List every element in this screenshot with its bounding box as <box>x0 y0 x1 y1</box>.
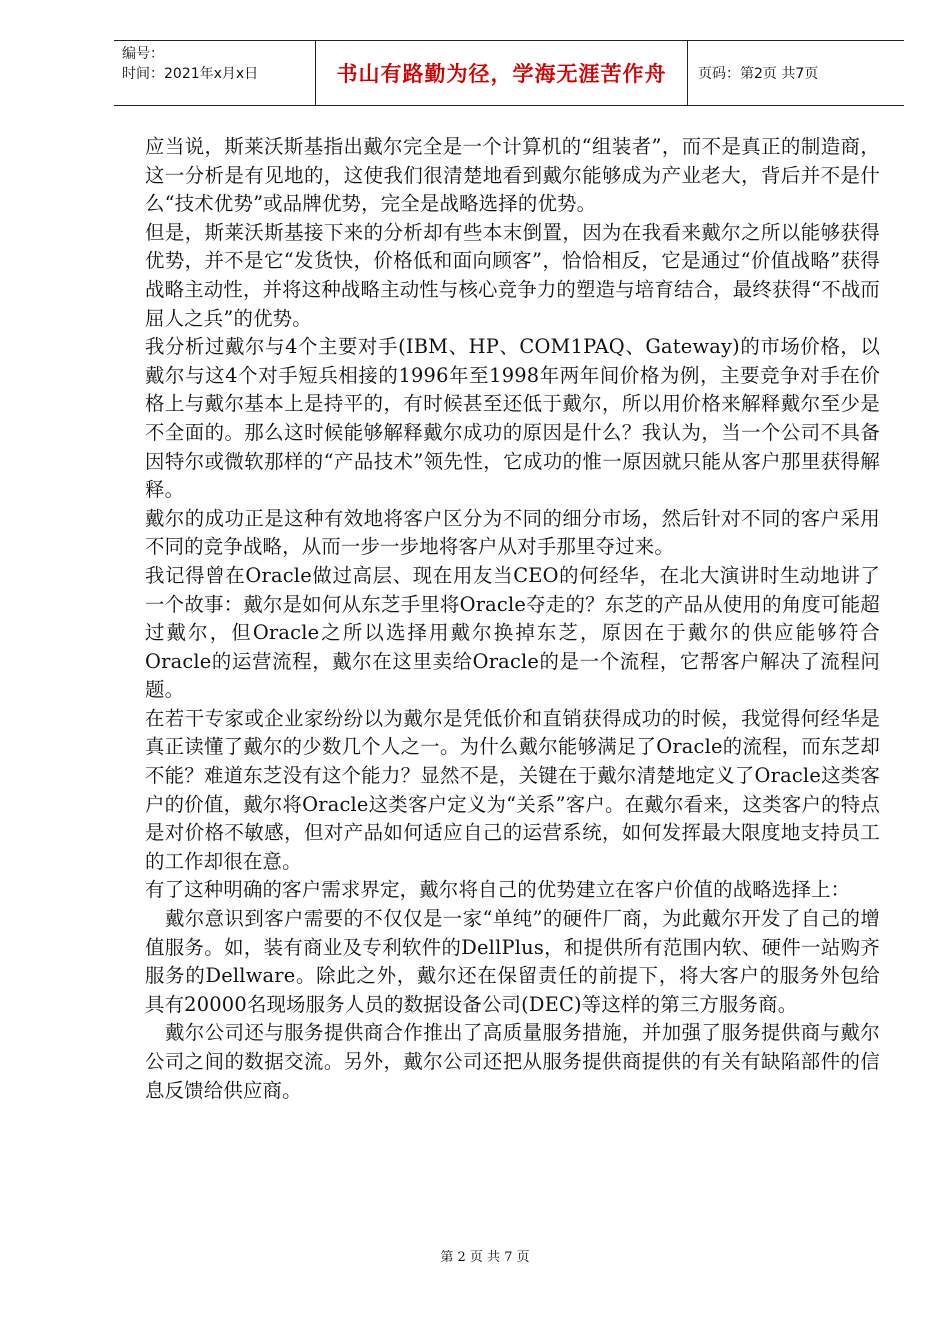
paragraph-3: 我分析过戴尔与4个主要对手(IBM、HP、COM1PAQ、Gateway)的市场价格，以戴尔与这4个对手短兵相接的1996年至1998年两年间价格为例，主要竞争对手在价格上与戴尔基本上是持平的，有时候甚至还低于戴尔，所以用价格来解释戴尔至少是不全面的。那么这时候能够解释戴尔成功的原因是什么？我认为，当一个公司不具备因特尔或微软那样的“产品技术”领先性，它成功的惟一原因就只能从客户那里获得解释。 <box>145 335 880 502</box>
header-meta <box>114 41 316 105</box>
paragraph-6: 在若干专家或企业家纷纷以为戴尔是凭低价和直销获得成功的时候，我觉得何经华是真正读懂了戴尔的少数几个人之一。为什么戴尔能够满足了Oracle的流程，而东芝却不能？难道东芝没有这个能力？显然不是，关键在于戴尔清楚地定义了Oracle这类客户的价值，戴尔将Oracle这类客户定义为“关系”客户。在戴尔看来，这类客户的特点是对价格不敏感，但对产品如何适应自己的运营系统，如何发挥最大限度地支持员工的工作却很在意。 <box>145 706 880 873</box>
paragraph-8: 戴尔意识到客户需要的不仅仅是一家“单纯”的硬件厂商，为此戴尔开发了自己的增值服务。如，装有商业及专利软件的DellPlus，和提供所有范围内软、硬件一站购齐服务的Dellware。除此之外，戴尔还在保留责任的前提下，将大客户的服务外包给具有20000名现场服务人员的数据设备公司(DEC)等这样的第三方服务商。 <box>145 907 880 1016</box>
paragraph-5: 我记得曾在Oracle做过高层、现在用友当CEO的何经华，在北大演讲时生动地讲了一个故事：戴尔是如何从东芝手里将Oracle夺走的？东芝的产品从使用的角度可能超过戴尔，但Oracle之所以选择用戴尔换掉东芝，原因在于戴尔的供应能够符合Oracle的运营流程，戴尔在这里卖给Oracle的是一个流程，它帮客户解决了流程问题。 <box>145 563 880 702</box>
header-time-label: 时间：2021年x月x日 <box>122 66 259 82</box>
paragraph-2: 但是，斯莱沃斯基接下来的分析却有些本末倒置，因为在我看来戴尔之所以能够获得优势，并不是它“发货快，价格低和面向顾客”，恰恰相反，它是通过“价值战略”获得战略主动性，并将这种战略主动性与核心竞争力的塑造与培育结合，最终获得“不战而屈人之兵”的优势。 <box>145 220 880 330</box>
page-header <box>114 40 904 106</box>
page-footer: 第 2 页 共 7 页 <box>440 1250 530 1265</box>
document-body <box>145 133 880 1105</box>
paragraph-4: 戴尔的成功正是这种有效地将客户区分为不同的细分市场，然后针对不同的客户采用不同的竞争战略，从而一步一步地将客户从对手那里夺过来。 <box>145 506 880 559</box>
header-page-info: 页码：第2页 共7页 <box>698 66 819 82</box>
paragraph-9: 戴尔公司还与服务提供商合作推出了高质量服务措施，并加强了服务提供商与戴尔公司之间的数据交流。另外，戴尔公司还把从服务提供商提供的有关有缺陷部件的信息反馈给供应商。 <box>145 1021 880 1102</box>
paragraph-1: 应当说，斯莱沃斯基指出戴尔完全是一个计算机的“组装者”，而不是真正的制造商，这一分析是有见地的，这使我们很清楚地看到戴尔能够成为产业老大，背后并不是什么“技术优势”或品牌优势，完全是战略选择的优势。 <box>145 135 880 216</box>
header-number-label: 编号： <box>122 46 164 62</box>
paragraph-7: 有了这种明确的客户需求界定，戴尔将自己的优势建立在客户价值的战略选择上： <box>145 878 851 902</box>
header-motto: 书山有路勤为径，学海无涯苦作舟 <box>316 41 688 105</box>
